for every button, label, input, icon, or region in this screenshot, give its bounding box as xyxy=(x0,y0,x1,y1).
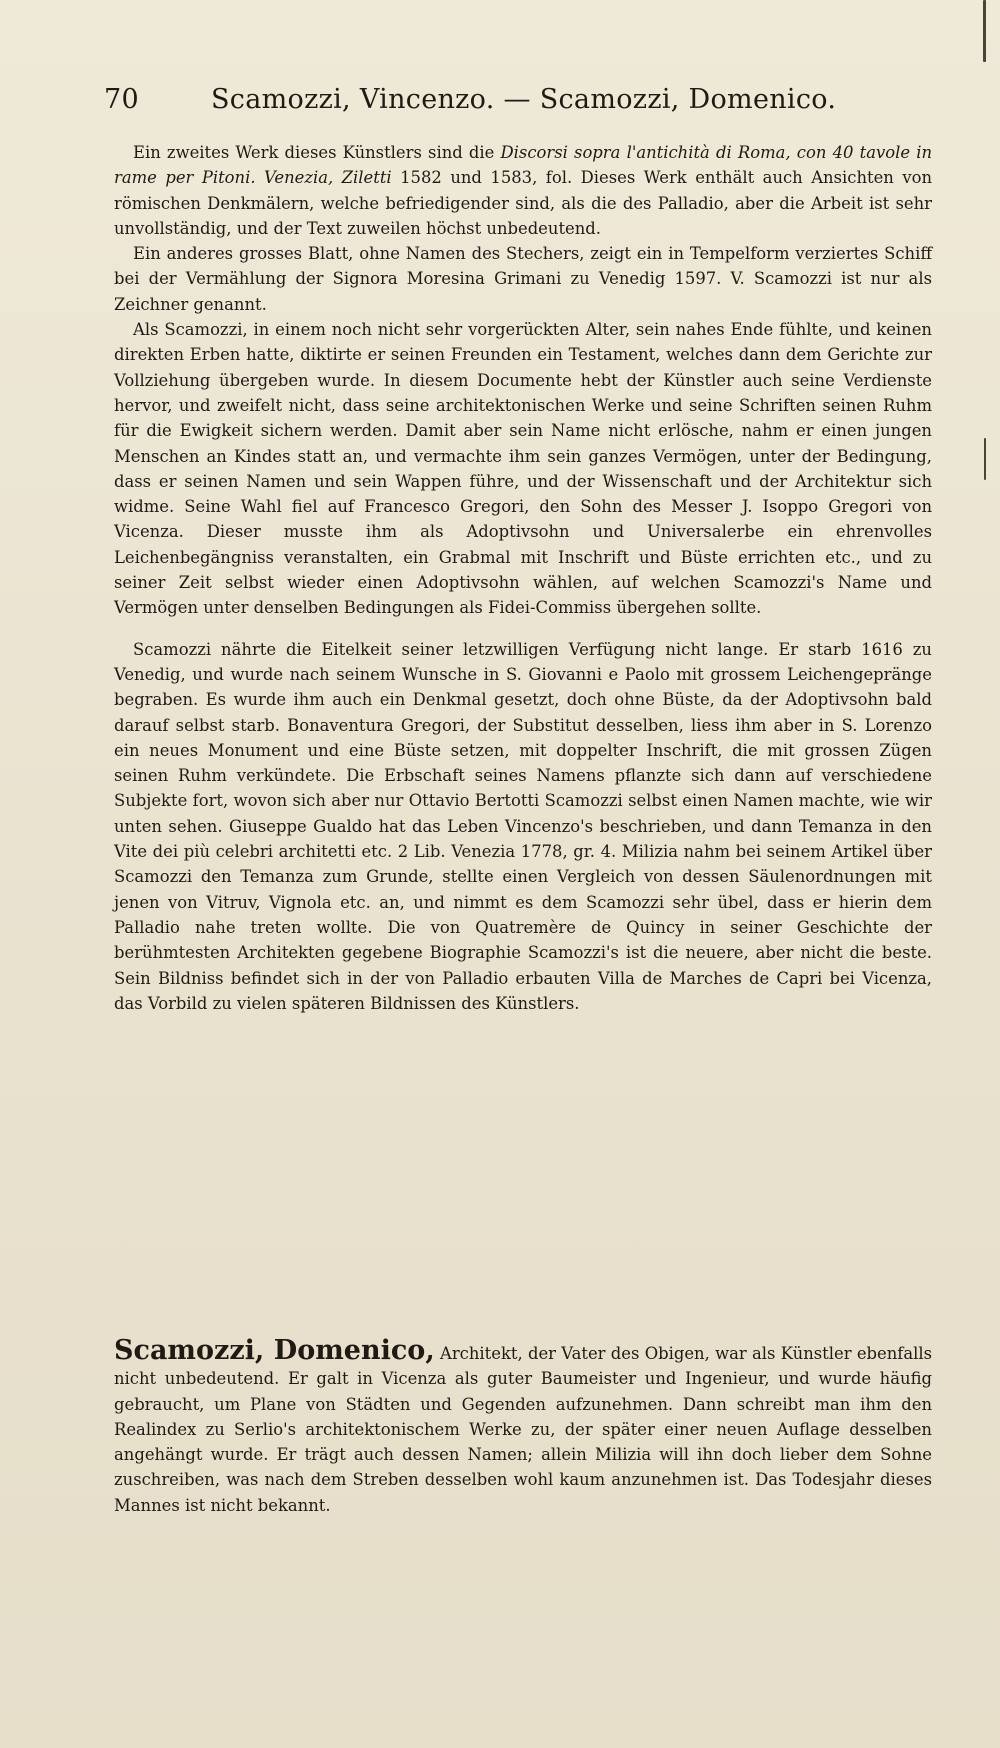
entry-text: Architekt, der Vater des Obigen, war als Künstler ebenfalls nicht unbedeutend. Er galt in Vicenza als guter Baumeister und Ingenieur, und wurde häufig gebraucht, um Plane von Städten und Gegenden aufzunehmen. Dann schreibt man ihm den Realindex zu Serlio's architektonischem Werke zu, der später einer neuen Auflage desselben angehängt wurde. Er trägt auch dessen Namen; allein Milizia will ihn doch lieber dem Sohne zuschreiben, was nach dem Streben desselben wohl kaum anzunehmen ist. Das Todesjahr dieses Mannes ist nicht bekannt. xyxy=(114,1344,932,1515)
entry-paragraph xyxy=(114,1335,932,1518)
binding-edge-mark xyxy=(984,438,986,480)
running-title: Scamozzi, Vincenzo. — Scamozzi, Domenico. xyxy=(211,84,837,115)
paragraph-second-work xyxy=(114,140,932,241)
page-number: 70 xyxy=(104,84,139,115)
paragraph-text: Ein zweites Werk dieses Künstlers sind die xyxy=(133,143,501,162)
running-header xyxy=(104,84,884,124)
binding-edge-mark xyxy=(983,0,986,62)
paragraph-large-sheet: Ein anderes grosses Blatt, ohne Namen des Stechers, zeigt ein in Tempelform verziertes Schiff bei der Vermählung der Signora Moresina Grimani zu Venedig 1597. V. Scamozzi ist nur als Zeichner genannt. xyxy=(114,244,932,314)
vincenzo-entry-continuation xyxy=(114,140,932,1016)
domenico-entry xyxy=(114,1335,932,1518)
entry-headword: Scamozzi, Domenico, xyxy=(114,1335,435,1366)
book-title: Discorsi sopra l'antichità di Roma, con 40 tavole in rame per Pitoni. Venezia, Ziletti xyxy=(114,143,933,188)
paragraph-death-legacy: Scamozzi nährte die Eitelkeit seiner letzwilligen Verfügung nicht lange. Er starb 1616 zu Venedig, und wurde nach seinem Wunsche in S. Giovanni e Paolo mit grossem Leichengepränge begraben. Es wurde ihm auch ein Denkmal gesetzt, doch ohne Büste, da der Adoptivsohn bald darauf selbst starb. Bonaventura Gregori, der Substitut desselben, liess ihm aber in S. Lorenzo ein neues Monument und eine Büste setzen, mit doppelter Inschrift, die mit grossen Zügen seinen Ruhm verkündete. Die Erbschaft seines Namens pflanzte sich dann auf verschiedene Subjekte fort, wovon sich aber nur Ottavio Bertotti Scamozzi selbst einen Namen machte, wie wir unten sehen. Giuseppe Gualdo hat das Leben Vincenzo's beschrieben, und dann Temanza in den Vite dei più celebri architetti etc. 2 Lib. Venezia 1778, gr. 4. Milizia nahm bei seinem Artikel über Scamozzi den Temanza zum Grunde, stellte einen Vergleich von dessen Säulenordnungen mit jenen von Vitruv, Vignola etc. an, und nimmt es dem Scamozzi sehr übel, dass er hierin dem Palladio nahe treten wollte. Die von Quatremère de Quincy in seiner Geschichte der berühmtesten Architekten gegebene Biographie Scamozzi's ist die neuere, aber nicht die beste. Sein Bildniss befindet sich in der von Palladio erbauten Villa de Marches de Capri bei Vicenza, das Vorbild zu vielen späteren Bildnissen des Künstlers. xyxy=(114,639,932,1013)
paragraph-testament: Als Scamozzi, in einem noch nicht sehr vorgerückten Alter, sein nahes Ende fühlte, und keinen direkten Erben hatte, diktirte er seinen Freunden ein Testament, welches dann dem Gerichte zur Vollziehung übergeben wurde. In diesem Documente hebt der Künstler auch seine Verdienste hervor, und zweifelt nicht, dass seine architektonischen Werke und seine Schriften seinen Ruhm für die Ewigkeit sichern werden. Damit aber sein Name nicht erlösche, nahm er einen jungen Menschen an Kindes statt an, und vermachte ihm sein ganzes Vermögen, unter der Bedingung, dass er seinen Namen und sein Wappen führe, und der Wissenschaft und der Architektur sich widme. Seine Wahl fiel auf Francesco Gregori, den Sohn des Messer J. Isoppo Gregori von Vicenza. Dieser musste ihm als Adoptivsohn und Universalerbe ein ehrenvolles Leichenbegängniss veranstalten, ein Grabmal mit Inschrift und Büste errichten etc., und zu seiner Zeit selbst wieder einen Adoptivsohn wählen, auf welchen Scamozzi's Name und Vermögen unter denselben Bedingungen als Fidei-Commiss übergehen sollte. xyxy=(114,320,932,618)
paragraph-text: 1582 und 1583, fol. Dieses Werk enthält auch Ansichten von römischen Denkmälern, welche befriedigender sind, als die des Palladio, aber die Arbeit ist sehr unvollständig, und der Text zuweilen höchst unbedeutend. xyxy=(114,168,932,238)
